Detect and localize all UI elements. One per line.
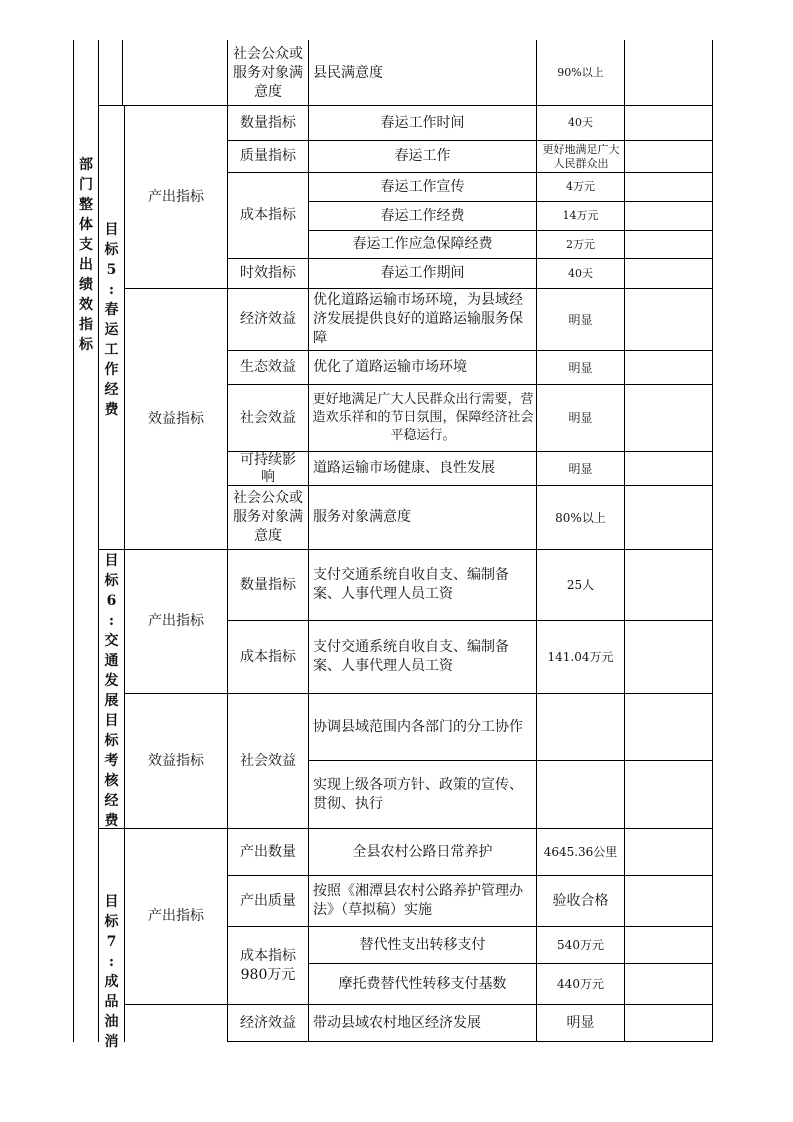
indicator-value: 40天 — [568, 116, 593, 129]
indicator-content: 实现上级各项方针、政策的宣传、贯彻、执行 — [313, 776, 523, 812]
vertical-label-char: 油 — [104, 1014, 119, 1030]
indicator-type: 社会公众或服务对象满意度 — [233, 45, 303, 100]
vertical-label-char: 春 — [104, 302, 119, 318]
indicator-value: 2万元 — [566, 237, 595, 251]
vertical-label-char: 标 — [104, 573, 119, 589]
indicator-value: 明显 — [566, 1014, 595, 1031]
vertical-label-char: 展 — [104, 693, 119, 709]
indicator-content: 春运工作应急保障经费 — [352, 236, 493, 252]
indicator-type: 经济效益 — [240, 311, 296, 327]
indicator-content: 优化道路运输市场环境，为县域经济发展提供良好的道路运输服务保障 — [313, 292, 523, 346]
vertical-label-char: 门 — [79, 177, 93, 193]
indicator-type: 生态效益 — [240, 359, 296, 375]
goal5-output-label: 产出指标 — [148, 188, 204, 205]
indicator-value: 80%以上 — [555, 510, 606, 525]
indicator-type: 社会效益 — [240, 409, 296, 426]
vertical-label-char: 通 — [104, 653, 119, 669]
indicator-value: 90%以上 — [557, 66, 604, 79]
indicator-value — [537, 694, 624, 760]
vertical-label-char: 核 — [104, 773, 119, 789]
vertical-label-char: 整 — [79, 197, 93, 213]
indicator-value: 440万元 — [557, 977, 604, 991]
indicator-content: 支付交通系统自收自支、编制备案、人事代理人员工资 — [313, 567, 509, 602]
indicator-type: 产出数量 — [240, 843, 296, 860]
indicator-value: 540万元 — [557, 938, 604, 952]
indicator-content: 春运工作经费 — [380, 207, 465, 224]
vertical-label-char: : — [108, 282, 115, 298]
vertical-label-char: 支 — [79, 237, 93, 253]
vertical-label-char: 标 — [104, 914, 119, 930]
vertical-label-char: 发 — [104, 673, 119, 689]
indicator-content: 摩托费替代性转移支付基数 — [338, 975, 507, 992]
vertical-label-char: 运 — [104, 322, 119, 338]
indicator-value: 明显 — [568, 461, 593, 476]
indicator-content: 按照《湘潭县农村公路养护管理办法》（草拟稿）实施 — [313, 883, 523, 918]
vertical-label-char: 目 — [104, 713, 119, 729]
goal7-output-label: 产出指标 — [148, 908, 204, 924]
vertical-label-char: 经 — [104, 793, 119, 809]
indicator-type: 社会效益 — [240, 752, 296, 769]
indicator-content: 道路运输市场健康、良性发展 — [313, 460, 495, 476]
vertical-label-char: 7 — [106, 934, 117, 950]
vertical-label-char: 费 — [104, 402, 119, 418]
vertical-label-char: 5 — [106, 262, 117, 278]
indicator-content: 支付交通系统自收自支、编制备案、人事代理人员工资 — [313, 639, 509, 674]
indicator-value — [537, 761, 624, 828]
indicator-content: 服务对象满意度 — [313, 509, 411, 525]
vertical-label-char: 6 — [106, 593, 117, 609]
indicator-content: 春运工作期间 — [380, 265, 465, 281]
goal5-benefit-label: 效益指标 — [148, 410, 204, 427]
indicator-value: 40天 — [568, 266, 593, 280]
indicator-content: 优化了道路运输市场环境 — [313, 359, 467, 375]
vertical-label-char: 经 — [104, 382, 119, 398]
vertical-label-char: 出 — [79, 257, 93, 273]
indicator-value: 25人 — [566, 578, 595, 592]
indicator-content: 带动县域农村地区经济发展 — [313, 1014, 481, 1031]
vertical-label-char: 标 — [79, 337, 93, 353]
indicator-value: 更好地满足广大人民群众出 — [542, 143, 620, 170]
indicator-type: 数量指标 — [240, 576, 296, 593]
indicator-type: 产出质量 — [240, 892, 296, 909]
indicator-type: 经济效益 — [240, 1014, 296, 1031]
vertical-label-char: 费 — [104, 813, 119, 829]
vertical-label-char: 标 — [104, 733, 119, 749]
vertical-label-char: 考 — [104, 753, 119, 769]
indicator-type: 质量指标 — [240, 148, 296, 164]
indicator-type: 社会公众或服务对象满意度 — [233, 490, 303, 544]
indicator-type: 数量指标 — [240, 114, 296, 131]
goal6-benefit-label: 效益指标 — [148, 752, 204, 769]
indicator-type: 成本指标 — [240, 207, 296, 223]
vertical-label-char: 标 — [104, 242, 119, 258]
vertical-label-char: 目 — [104, 553, 119, 569]
vertical-label-char: 体 — [79, 217, 93, 233]
indicator-value: 4645.36公里 — [543, 845, 618, 859]
indicator-content: 替代性支出转移支付 — [359, 936, 486, 953]
vertical-label-char: : — [108, 954, 115, 970]
indicator-content: 春运工作时间 — [380, 114, 465, 131]
goal7-label — [99, 882, 124, 1050]
goal6-output-label: 产出指标 — [148, 613, 204, 629]
vertical-label-char: 部 — [79, 157, 93, 173]
vertical-label-char: 效 — [79, 297, 93, 313]
indicator-value: 明显 — [568, 312, 593, 327]
indicator-content: 县民满意度 — [313, 64, 383, 81]
indicator-type: 可持续影响 — [240, 452, 296, 485]
vertical-label-char: 目 — [104, 222, 119, 238]
indicator-value: 4万元 — [566, 180, 595, 193]
indicator-type: 成本指标 — [240, 648, 296, 665]
indicator-value: 明显 — [568, 360, 593, 375]
vertical-label-char: 指 — [79, 317, 93, 333]
indicator-type: 成本指标980万元 — [240, 947, 296, 983]
indicator-value: 141.04万元 — [547, 650, 614, 664]
vertical-label-char: 工 — [104, 342, 119, 358]
section-heading-vertical — [74, 150, 98, 360]
vertical-label-char: 绩 — [79, 277, 93, 293]
indicator-value: 14万元 — [562, 209, 599, 222]
vertical-label-char: 目 — [104, 894, 119, 910]
vertical-label-char: 作 — [104, 362, 119, 378]
indicator-type: 时效指标 — [240, 265, 296, 281]
indicator-value: 明显 — [568, 411, 593, 425]
vertical-label-char: 消 — [104, 1034, 119, 1050]
indicator-value: 验收合格 — [552, 892, 609, 909]
vertical-label-char: 品 — [104, 994, 119, 1010]
vertical-label-char: : — [108, 613, 115, 629]
indicator-content: 全县农村公路日常养护 — [352, 843, 493, 860]
indicator-content: 春运工作宣传 — [380, 178, 465, 195]
goal6-label — [99, 551, 124, 827]
indicator-content: 协调县域范围内各部门的分工协作 — [313, 718, 523, 735]
indicator-content: 更好地满足广大人民群众出行需要，营造欢乐祥和的节日氛围，保障经济社会平稳运行。 — [312, 392, 534, 443]
indicator-content: 春运工作 — [394, 148, 451, 164]
goal5-label — [99, 200, 124, 440]
vertical-label-char: 成 — [104, 974, 119, 990]
vertical-label-char: 交 — [104, 633, 119, 649]
